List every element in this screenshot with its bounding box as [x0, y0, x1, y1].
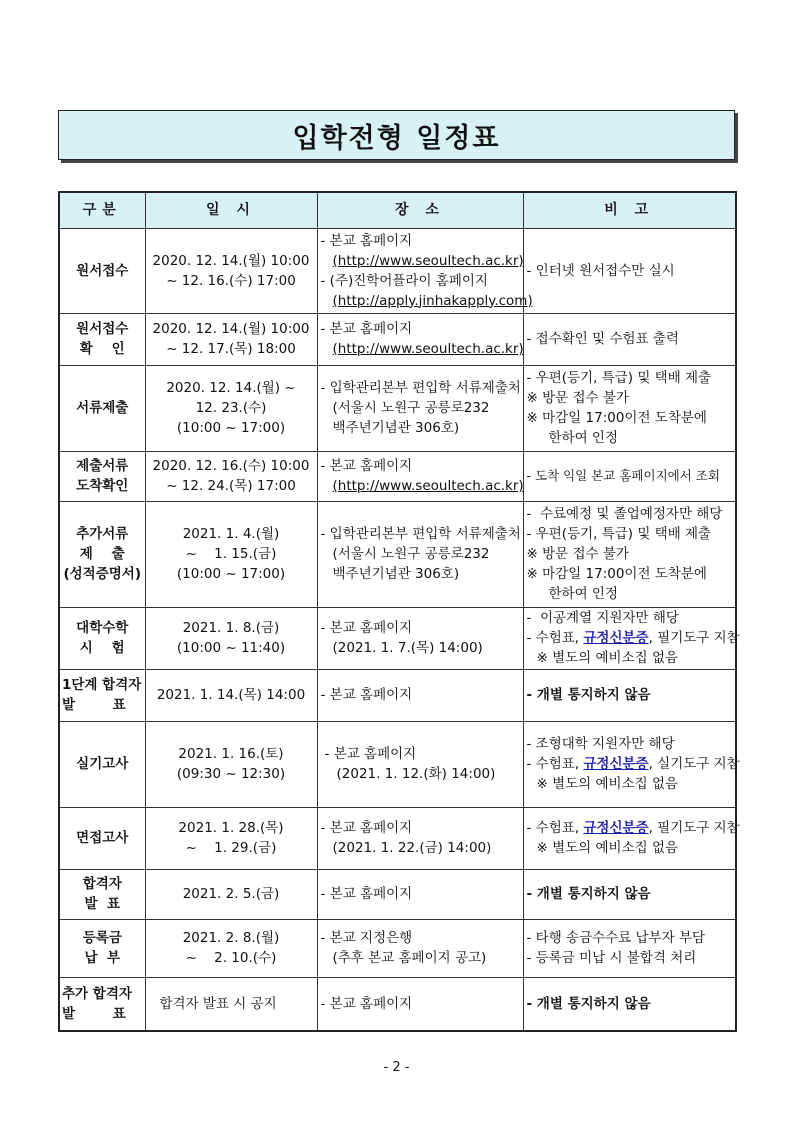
category-label: 서류제출 [76, 400, 129, 416]
category-cell [59, 313, 145, 365]
date-line: 2021. 1. 4.(월) [182, 526, 280, 542]
place-cell [317, 977, 523, 1031]
note-line: - 개별 통지하지 않음 [526, 886, 651, 902]
place-line: - 본교 지정은행 [320, 930, 413, 946]
note-line: ※ 별도의 예비소집 없음 [536, 650, 679, 666]
note-cell [523, 919, 736, 977]
table-row [59, 365, 736, 451]
place-cell [317, 607, 523, 669]
date-line: ~ 1. 29.(금) [185, 840, 277, 856]
note-cell [523, 501, 736, 607]
homepage-link[interactable]: (http://www.seoultech.ac.kr) [332, 341, 524, 357]
date-line: ~ 1. 15.(금) [185, 546, 277, 562]
place-line: - 본교 홈페이지 [320, 886, 413, 902]
category-label: 원서접수 [76, 321, 129, 337]
header-note: 비 고 [523, 192, 736, 228]
place-cell [317, 501, 523, 607]
place-line: (서울시 노원구 공릉로232 [332, 400, 490, 416]
place-cell [317, 669, 523, 721]
category-cell [59, 501, 145, 607]
category-label: 추가 합격자 [62, 985, 132, 1002]
place-line: (2021. 1. 7.(목) 14:00) [332, 640, 483, 656]
date-cell [145, 313, 317, 365]
note-line: - 우편(등기, 특급) 및 택배 제출 [526, 370, 712, 386]
note-cell [523, 228, 736, 313]
place-cell [317, 721, 523, 807]
category-label: 시 험 [79, 640, 125, 656]
place-cell [317, 807, 523, 869]
place-line: - 본교 홈페이지 [320, 321, 413, 337]
note-line: - 개별 통지하지 않음 [526, 687, 651, 703]
schedule-table [58, 191, 740, 1032]
note-cell [523, 669, 736, 721]
place-line: - 본교 홈페이지 [320, 687, 413, 703]
category-label: 도착확인 [76, 478, 129, 494]
table-row [59, 607, 736, 669]
date-line: 2021. 1. 28.(목) [178, 820, 284, 836]
note-line: ※ 마감일 17:00이전 도착분에 [526, 410, 707, 426]
place-cell [317, 313, 523, 365]
place-cell [317, 869, 523, 919]
note-line: - 수험표, 규정신분증, 필기도구 지참 [526, 630, 740, 646]
date-line: ~ 2. 10.(수) [185, 950, 277, 966]
date-line: 2021. 1. 14.(목) 14:00 [156, 687, 306, 703]
note-line: - 접수확인 및 수험표 출력 [526, 331, 679, 347]
table-row [59, 807, 736, 869]
category-cell [59, 977, 145, 1031]
category-label: 추가서류 [76, 526, 129, 542]
date-line: ~ 12. 17.(목) 18:00 [166, 341, 296, 357]
date-line: 2021. 2. 5.(금) [182, 886, 280, 902]
note-cell [523, 807, 740, 869]
header-place: 장 소 [317, 192, 523, 228]
category-label: 등록금 [82, 930, 122, 946]
category-cell [59, 228, 145, 313]
date-line: (09:30 ~ 12:30) [176, 766, 286, 782]
category-label: 합격자 [82, 876, 122, 892]
date-line: ~ 12. 16.(수) 17:00 [166, 272, 296, 289]
category-label: 대학수학 [76, 620, 129, 636]
date-cell [145, 807, 317, 869]
date-line: 2020. 12. 14.(월) 10:00 [152, 321, 310, 337]
category-label: 납 부 [84, 950, 120, 966]
table-row [59, 869, 736, 919]
note-line: - 조형대학 지원자만 해당 [526, 736, 675, 752]
apply-link[interactable]: (http://apply.jinhakapply.com) [332, 292, 533, 309]
date-line: 2020. 12. 14.(월) ~ [166, 380, 296, 396]
note-line: ※ 별도의 예비소집 없음 [536, 776, 679, 792]
note-line: - 우편(등기, 특급) 및 택배 제출 [526, 526, 712, 542]
homepage-link[interactable]: (http://www.seoultech.ac.kr) [332, 478, 524, 494]
category-label: 발 표 [62, 1005, 126, 1022]
place-line: 백주년기념관 306호) [332, 566, 460, 582]
title-box [58, 110, 735, 160]
place-line: - 본교 홈페이지 [320, 620, 413, 636]
category-cell [59, 869, 145, 919]
date-line: 2020. 12. 16.(수) 10:00 [152, 458, 310, 474]
date-cell [145, 869, 317, 919]
date-cell [145, 451, 317, 501]
category-cell [59, 721, 145, 807]
date-line: 12. 23.(수) [195, 400, 267, 416]
header-row [59, 192, 736, 228]
note-cell [523, 721, 740, 807]
place-line: - 본교 홈페이지 [320, 995, 413, 1012]
place-cell [317, 451, 523, 501]
note-line: ※ 방문 접수 불가 [526, 390, 629, 406]
note-line: - 도착 익일 본교 홈페이지에서 조회 [526, 468, 720, 483]
date-line: 2021. 1. 8.(금) [182, 620, 280, 636]
place-cell [317, 365, 523, 451]
category-label: 실기고사 [76, 756, 129, 772]
category-cell [59, 365, 145, 451]
note-line: 한하여 인정 [548, 430, 618, 446]
note-line: - 수험표, 규정신분증, 필기도구 지참 [526, 820, 740, 836]
category-cell [59, 451, 145, 501]
table-row [59, 669, 736, 721]
note-line: ※ 별도의 예비소집 없음 [536, 840, 679, 856]
date-line: (10:00 ~ 17:00) [176, 566, 286, 582]
date-line: ~ 12. 24.(목) 17:00 [166, 478, 296, 494]
header-category: 구분 [59, 192, 145, 228]
date-cell [145, 919, 317, 977]
note-line: - 개별 통지하지 않음 [526, 995, 651, 1012]
place-line: (추후 본교 홈페이지 공고) [332, 950, 487, 966]
date-line: 2020. 12. 14.(월) 10:00 [152, 252, 310, 269]
category-label: 제 출 [79, 546, 125, 562]
date-cell [145, 607, 317, 669]
header-date: 일 시 [145, 192, 317, 228]
date-cell [145, 365, 317, 451]
note-line: - 수료예정 및 졸업예정자만 해당 [526, 506, 723, 522]
date-line: 2021. 1. 16.(토) [178, 746, 284, 762]
note-line: - 인터넷 원서접수만 실시 [526, 262, 675, 279]
table-row [59, 451, 736, 501]
category-cell [59, 607, 145, 669]
category-label: 발 표 [62, 697, 126, 713]
note-line: - 등록금 미납 시 불합격 처리 [526, 950, 697, 966]
date-cell [145, 669, 317, 721]
page-title: 입학전형 일정표 [292, 122, 501, 154]
place-line: 백주년기념관 306호) [332, 420, 460, 436]
date-line: (10:00 ~ 17:00) [176, 420, 286, 436]
place-line: - 본교 홈페이지 [320, 820, 413, 836]
note-cell [523, 607, 740, 669]
place-line: - 본교 홈페이지 [320, 232, 413, 249]
category-cell [59, 669, 145, 721]
table-row [59, 721, 736, 807]
place-line: - 입학관리본부 편입학 서류제출처 [320, 380, 521, 396]
table-row [59, 228, 736, 313]
table-row [59, 977, 736, 1031]
category-label: (성적증명서) [63, 566, 142, 582]
place-line: (서울시 노원구 공릉로232 [332, 546, 490, 562]
date-line: 2021. 2. 8.(월) [182, 930, 280, 946]
place-cell [317, 228, 533, 313]
place-line: - 본교 홈페이지 [324, 746, 417, 762]
place-line: - (주)진학어플라이 홈페이지 [320, 272, 488, 289]
note-line: - 수험표, 규정신분증, 실기도구 지참 [526, 756, 740, 772]
category-cell [59, 807, 145, 869]
date-line: 합격자 발표 시 공지 [159, 995, 277, 1012]
note-line: - 이공계열 지원자만 해당 [526, 610, 679, 626]
note-line: ※ 방문 접수 불가 [526, 546, 629, 562]
note-cell [523, 451, 736, 501]
category-label: 원서접수 [76, 262, 129, 279]
place-line: - 입학관리본부 편입학 서류제출처 [320, 526, 521, 542]
homepage-link[interactable]: (http://www.seoultech.ac.kr) [332, 252, 524, 269]
table-row [59, 919, 736, 977]
place-cell [317, 919, 523, 977]
category-label: 1단계 합격자 [62, 677, 142, 693]
note-cell [523, 977, 736, 1031]
date-cell [145, 228, 317, 313]
table-row [59, 501, 736, 607]
note-line: ※ 마감일 17:00이전 도착분에 [526, 566, 707, 582]
note-line: 한하여 인정 [548, 586, 618, 602]
table-row [59, 313, 736, 365]
date-line: (10:00 ~ 11:40) [176, 640, 286, 656]
page-number: - 2 - [383, 1060, 410, 1075]
note-cell [523, 313, 736, 365]
date-cell [145, 977, 317, 1031]
date-cell [145, 721, 317, 807]
place-line: (2021. 1. 12.(화) 14:00) [336, 766, 496, 782]
place-line: - 본교 홈페이지 [320, 458, 413, 474]
category-label: 면접고사 [76, 830, 129, 846]
category-cell [59, 919, 145, 977]
date-cell [145, 501, 317, 607]
place-line: (2021. 1. 22.(금) 14:00) [332, 840, 492, 856]
category-label: 발 표 [84, 896, 120, 912]
note-cell [523, 365, 736, 451]
category-label: 제출서류 [76, 458, 129, 474]
note-cell [523, 869, 736, 919]
note-line: - 타행 송금수수료 납부자 부담 [526, 930, 706, 946]
category-label: 확 인 [79, 341, 125, 357]
